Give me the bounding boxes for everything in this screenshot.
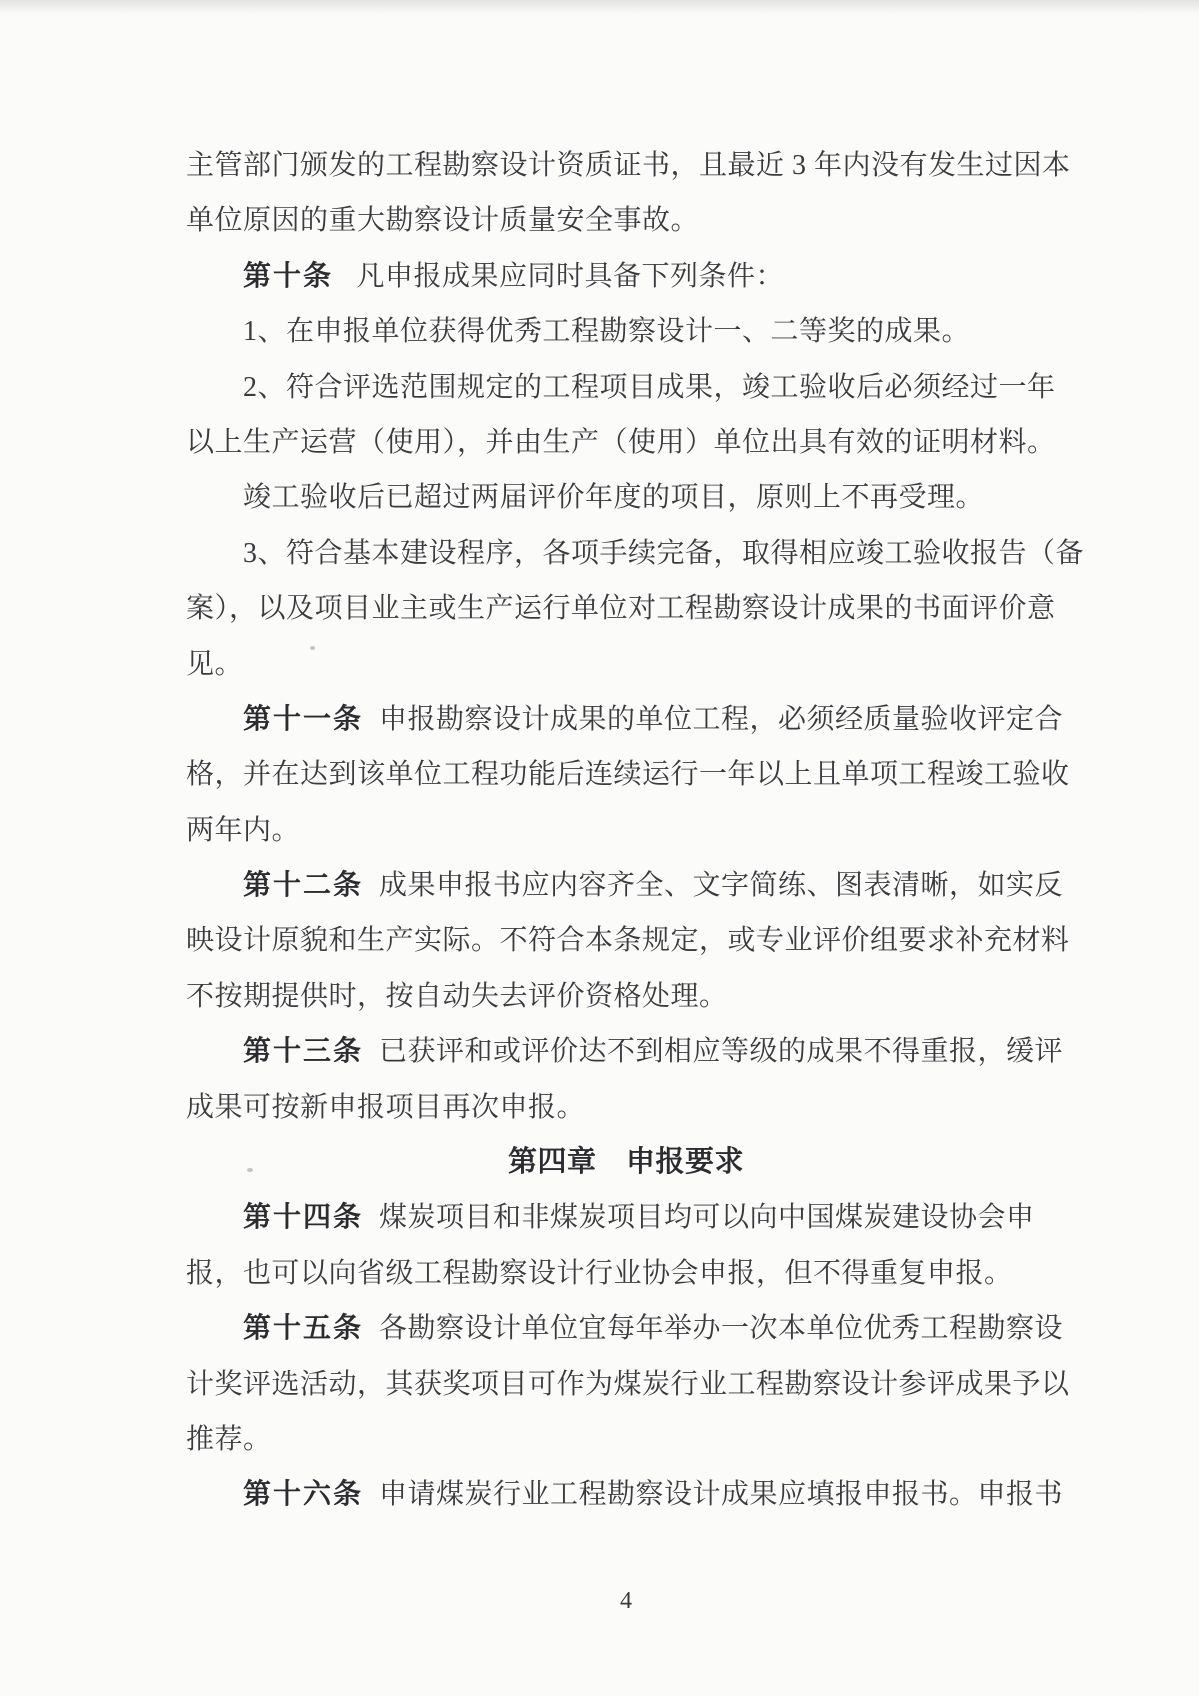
line-text: 申报勘察设计成果的单位工程，必须经质量验收评定合 [379,703,1064,735]
document-line [186,1246,1066,1301]
document-line [186,1301,1066,1356]
document-line [186,913,1070,968]
line-text: 成果申报书应内容齐全、文字简练、图表清晰，如实反 [379,870,1064,902]
article-label: 第十条 [243,260,334,292]
line-text: 单位原因的重大勘察设计质量安全事故。 [186,205,700,237]
article-label: 第十四条 [243,1202,364,1234]
document-line [186,138,1071,193]
chapter-heading [186,1135,1066,1190]
line-text: 申请煤炭行业工程勘察设计成果应填报申报书。申报书 [379,1479,1064,1511]
line-text: 见。 [186,648,244,680]
line-text: 主管部门颁发的工程勘察设计资质证书，且最近 3 年内没有发生过因本 [186,150,1071,181]
document-line [186,526,1085,581]
document-line [186,304,1066,359]
document-line [186,637,1066,692]
article-label: 第十三条 [243,1036,364,1068]
document-line [186,1357,1070,1412]
document-line [186,692,1066,747]
article-label: 第十六条 [243,1479,364,1511]
article-label: 第十一条 [243,703,364,735]
document-line [186,415,1066,470]
line-text: 案），以及项目业主或生产运行单位对工程勘察设计成果的书面评价意 [186,593,1056,625]
document-line [186,858,1066,913]
line-text: 2、符合评选范围规定的工程项目成果，竣工验收后必须经过一年 [243,371,1056,403]
line-text: 竣工验收后已超过两届评价年度的项目，原则上不再受理。 [243,482,985,514]
line-text: 3、符合基本建设程序，各项手续完备，取得相应竣工验收报告（备 [243,537,1085,569]
line-text: 映设计原貌和生产实际。不符合本条规定，或专业评价组要求补充材料 [186,925,1070,957]
document-line [186,747,1070,802]
document-line [186,470,1066,525]
scan-speck [247,1168,253,1172]
scan-edge [0,0,1199,14]
line-text: 不按期提供时，按自动失去评价资格处理。 [186,980,728,1012]
line-text: 报，也可以向省级工程勘察设计行业协会申报，但不得重复申报。 [186,1257,1013,1289]
line-text: 第四章 申报要求 [507,1146,744,1179]
line-text: 计奖评选活动，其获奖项目可作为煤炭行业工程勘察设计参评成果予以 [186,1368,1070,1400]
line-text: 推荐。 [186,1423,272,1455]
line-text: 已获评和或评价达不到相应等级的成果不得重报，缓评 [379,1036,1064,1068]
document-line [186,193,1066,248]
line-text: 各勘察设计单位宜每年举办一次本单位优秀工程勘察设 [379,1313,1064,1345]
document-line [186,249,1066,304]
document-body [186,138,1085,1523]
document-line [186,803,1066,858]
document-line [186,1024,1066,1079]
document-line [186,1080,1066,1135]
line-text: 成果可按新申报项目再次申报。 [186,1091,586,1123]
line-text: 以上生产运营（使用），并由生产（使用）单位出具有效的证明材料。 [186,426,1056,458]
document-line [186,1190,1066,1245]
document-line [186,969,1066,1024]
line-text: 两年内。 [186,814,301,846]
document-line [186,581,1066,636]
page-number: 4 [620,1588,632,1614]
document-line [186,1467,1066,1522]
scan-speck [310,646,315,650]
article-label: 第十五条 [243,1313,364,1345]
line-text: 凡申报成果应同时具备下列条件： [349,260,785,292]
line-text: 1、在申报单位获得优秀工程勘察设计一、二等奖的成果。 [243,316,971,348]
document-line [186,360,1066,415]
article-label: 第十二条 [243,870,364,902]
document-line [186,1412,1066,1467]
line-text: 煤炭项目和非煤炭项目均可以向中国煤炭建设协会申 [379,1202,1035,1234]
line-text: 格，并在达到该单位工程功能后连续运行一年以上且单项工程竣工验收 [186,759,1070,791]
